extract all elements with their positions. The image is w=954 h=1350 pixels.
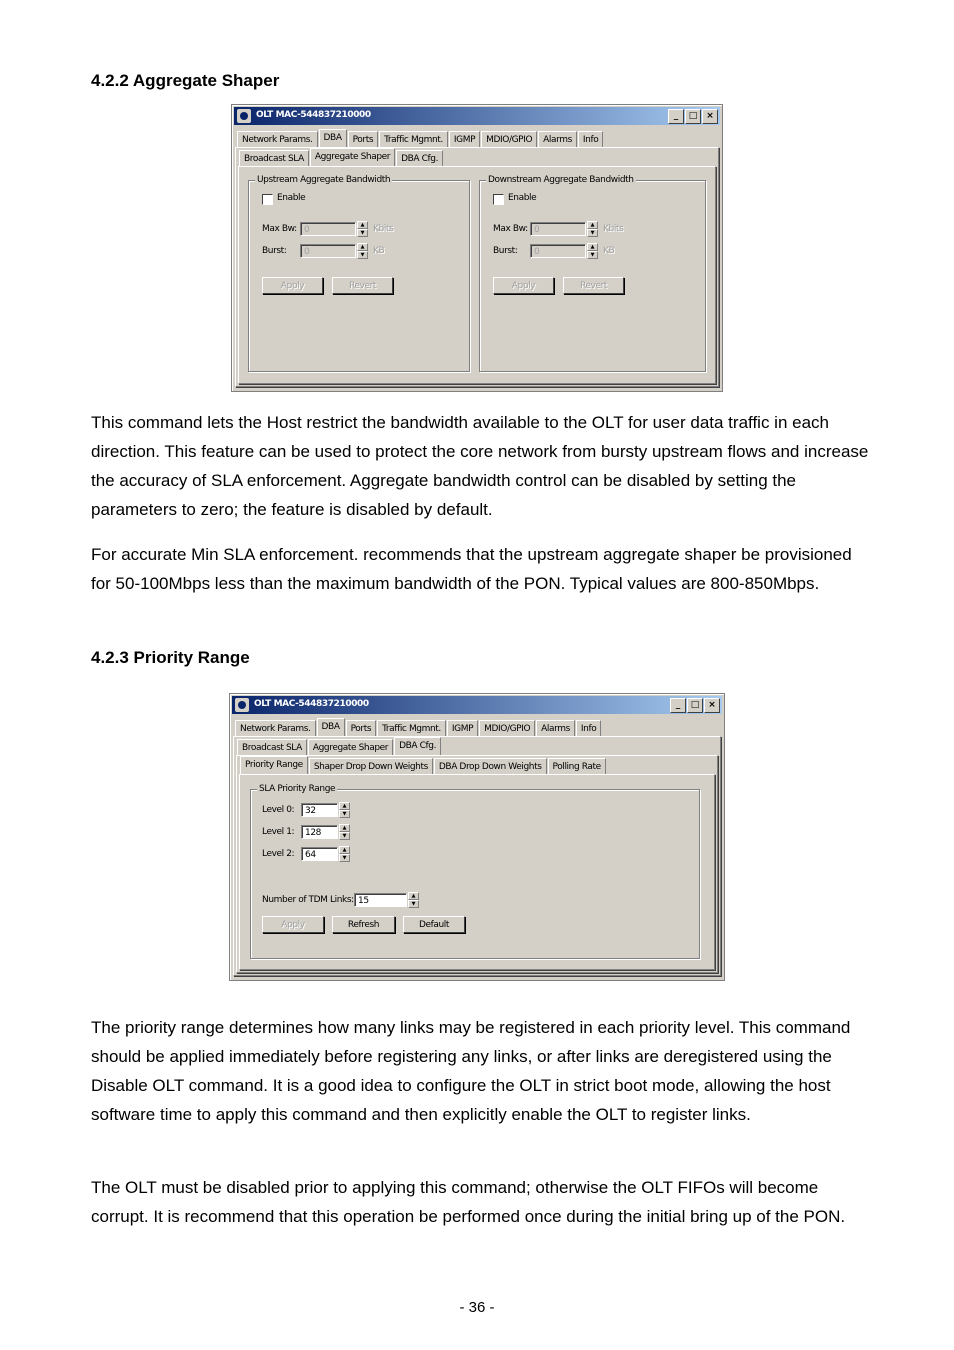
app-icon [235, 698, 249, 712]
priority-range-paragraph-2: The OLT must be disabled prior to applying this command; otherwise the OLT FIFOs will become corrupt. It is recommend that this operation be performed once during the initial bring up of the PON. [91, 1178, 846, 1226]
tab-broadcast-sla[interactable]: Broadcast SLA [237, 739, 307, 756]
sla-priority-range-group [250, 784, 700, 959]
upstream-enable-label: Enable [277, 193, 306, 203]
title-bar [234, 107, 720, 125]
downstream-group [479, 175, 706, 372]
tab-ports[interactable]: Ports [346, 720, 377, 737]
tab-dba-cfg[interactable]: DBA Cfg. [394, 737, 441, 756]
section-heading-aggregate-shaper: 4.2.2 Aggregate Shaper [91, 71, 280, 90]
downstream-enable-checkbox[interactable] [493, 194, 504, 205]
downstream-max-bw-label: Max Bw: [493, 224, 528, 234]
downstream-max-bw-unit: Kbits [603, 224, 624, 234]
upstream-revert-button[interactable]: Revert [332, 277, 393, 294]
level-2-spinner[interactable]: ▲ ▼ [339, 846, 350, 862]
tab-alarms[interactable]: Alarms [538, 131, 577, 148]
aggregate-shaper-paragraph-2: For accurate Min SLA enforcement. recommends that the upstream aggregate shaper be provisioned for 50-100Mbps less than the maximum bandwidth of the PON. Typical values are 800-850Mbps. [91, 545, 852, 593]
upstream-max-bw-spinner[interactable]: ▲ ▼ [357, 221, 368, 237]
tab-traffic-mgmnt[interactable]: Traffic Mgmnt. [379, 131, 448, 148]
title-bar [232, 696, 722, 714]
downstream-burst-label: Burst: [493, 246, 518, 256]
level-2-label: Level 2: [262, 849, 295, 859]
tab-ports[interactable]: Ports [348, 131, 379, 148]
upstream-burst-spinner[interactable]: ▲ ▼ [357, 243, 368, 259]
downstream-max-bw-input[interactable]: 0 [530, 222, 586, 236]
sla-priority-range-label: SLA Priority Range [259, 784, 336, 794]
minimize-button[interactable]: _ [668, 109, 684, 124]
tab-network-params[interactable]: Network Params. [237, 131, 318, 148]
minimize-button[interactable]: _ [670, 698, 686, 713]
refresh-button[interactable]: Refresh [332, 916, 395, 933]
level-0-label: Level 0: [262, 805, 295, 815]
section-heading-priority-range: 4.2.3 Priority Range [91, 648, 250, 667]
upstream-apply-button[interactable]: Apply [262, 277, 323, 294]
upstream-burst-unit: KB [373, 246, 385, 256]
tab-network-params[interactable]: Network Params. [235, 720, 316, 737]
tab-mdio-gpio[interactable]: MDIO/GPIO [479, 720, 535, 737]
upstream-group [248, 175, 470, 372]
level-0-spinner[interactable]: ▲ ▼ [339, 802, 350, 818]
tab-dba-cfg[interactable]: DBA Cfg. [396, 150, 443, 167]
tab-dba[interactable]: DBA [317, 718, 345, 737]
tab-broadcast-sla[interactable]: Broadcast SLA [239, 150, 309, 167]
level-1-label: Level 1: [262, 827, 295, 837]
level-2-input[interactable]: 64 [301, 847, 338, 861]
upstream-group-label: Upstream Aggregate Bandwidth [257, 175, 391, 185]
apply-button[interactable]: Apply [262, 916, 324, 933]
downstream-group-label: Downstream Aggregate Bandwidth [488, 175, 634, 185]
downstream-apply-button[interactable]: Apply [493, 277, 554, 294]
tab-traffic-mgmnt[interactable]: Traffic Mgmnt. [377, 720, 446, 737]
close-button[interactable]: × [704, 698, 720, 713]
window-title: OLT MAC-544837210000 [256, 110, 371, 120]
tab-shaper-drop-down-weights[interactable]: Shaper Drop Down Weights [309, 758, 433, 775]
maximize-button[interactable]: □ [687, 698, 703, 713]
window-title: OLT MAC-544837210000 [254, 699, 369, 709]
downstream-max-bw-spinner[interactable]: ▲ ▼ [587, 221, 598, 237]
downstream-burst-input[interactable]: 0 [530, 244, 586, 258]
page-number: - 36 - [459, 1299, 495, 1316]
tdm-links-spinner[interactable]: ▲ ▼ [408, 892, 419, 908]
upstream-burst-input[interactable]: 0 [300, 244, 356, 258]
downstream-burst-unit: KB [603, 246, 615, 256]
upstream-max-bw-unit: Kbits [373, 224, 394, 234]
aggregate-shaper-window [231, 104, 723, 392]
tab-info[interactable]: Info [578, 131, 603, 148]
tab-aggregate-shaper[interactable]: Aggregate Shaper [310, 148, 395, 167]
level-1-input[interactable]: 128 [301, 825, 338, 839]
close-button[interactable]: × [702, 109, 718, 124]
tab-dba[interactable]: DBA [319, 129, 347, 148]
downstream-burst-spinner[interactable]: ▲ ▼ [587, 243, 598, 259]
upstream-max-bw-input[interactable]: 0 [300, 222, 356, 236]
default-button[interactable]: Default [403, 916, 465, 933]
level-0-input[interactable]: 32 [301, 803, 338, 817]
upstream-enable-checkbox[interactable] [262, 194, 273, 205]
app-icon [237, 109, 251, 123]
tdm-links-input[interactable]: 15 [354, 893, 407, 907]
tab-mdio-gpio[interactable]: MDIO/GPIO [481, 131, 537, 148]
upstream-burst-label: Burst: [262, 246, 287, 256]
aggregate-shaper-paragraph-1: This command lets the Host restrict the bandwidth available to the OLT for user data traffic in each direction. This feature can be used to protect the core network from bursty upstream flows and increase the accuracy of SLA enforcement. Aggregate bandwidth control can be disabled by setting the parameters to zero; the feature is disabled by default. [91, 413, 869, 519]
tab-priority-range[interactable]: Priority Range [240, 756, 308, 775]
tdm-links-label: Number of TDM Links: [262, 895, 354, 905]
tab-igmp[interactable]: IGMP [449, 131, 480, 148]
tab-dba-drop-down-weights[interactable]: DBA Drop Down Weights [434, 758, 547, 775]
downstream-enable-label: Enable [508, 193, 537, 203]
priority-range-paragraph-1: The priority range determines how many links may be registered in each priority level. This command should be applied immediately before registering any links, or after links are deregistered using the Disable OLT command. It is a good idea to configure the OLT in strict boot mode, allowing the host software time to apply this command and then explicitly enable the OLT to register links. [91, 1018, 851, 1124]
tab-info[interactable]: Info [576, 720, 601, 737]
maximize-button[interactable]: □ [685, 109, 701, 124]
level-1-spinner[interactable]: ▲ ▼ [339, 824, 350, 840]
downstream-revert-button[interactable]: Revert [563, 277, 624, 294]
upstream-max-bw-label: Max Bw: [262, 224, 297, 234]
tab-alarms[interactable]: Alarms [536, 720, 575, 737]
priority-range-window [229, 693, 725, 981]
tab-polling-rate[interactable]: Polling Rate [548, 758, 606, 775]
tab-aggregate-shaper[interactable]: Aggregate Shaper [308, 739, 393, 756]
tab-igmp[interactable]: IGMP [447, 720, 478, 737]
